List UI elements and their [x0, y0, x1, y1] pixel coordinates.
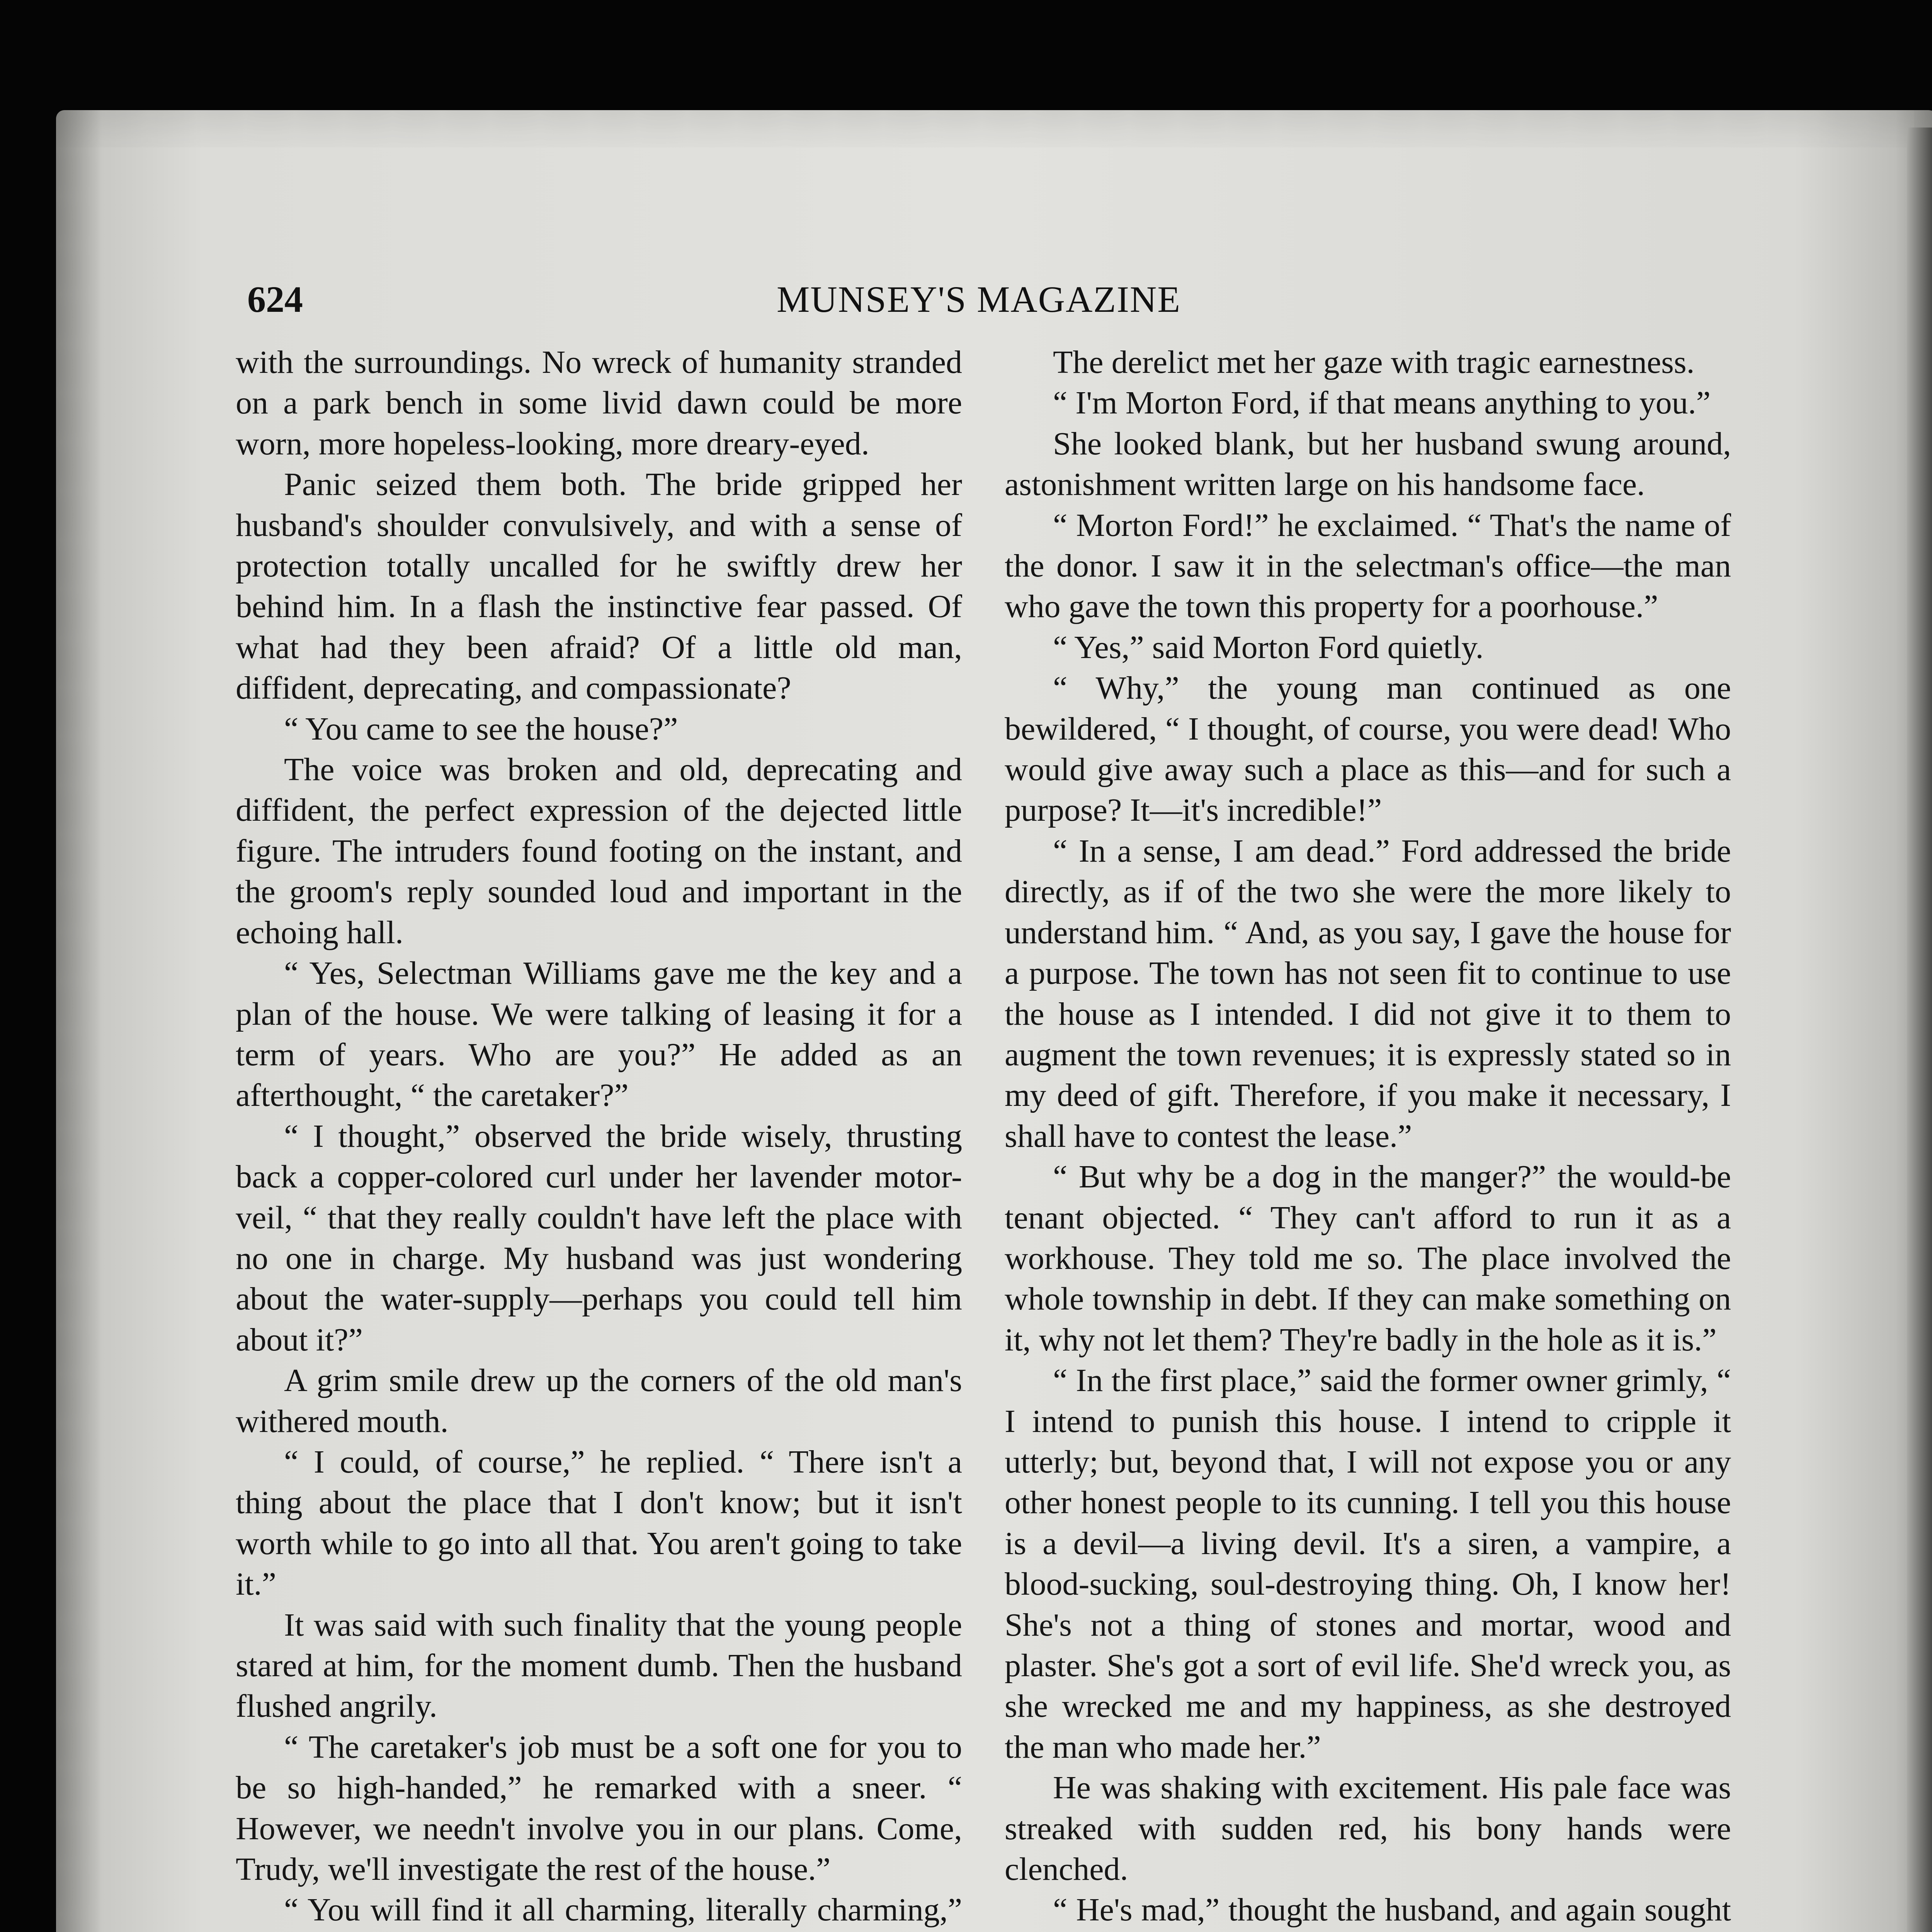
- magazine-title: MUNSEY'S MAGAZINE: [777, 279, 1181, 320]
- paragraph: She looked blank, but her husband swung around, astonishment written large on his handsome face.: [1005, 425, 1731, 503]
- paragraph: The derelict met her gaze with tragic earnestness.: [1053, 344, 1695, 380]
- paragraph: “ Why,” the young man continued as one bewildered, “ I thought, of course, you were dead! Who would give away such a place as this—and for such a purpose? It—it's incredible!”: [1005, 670, 1731, 828]
- page-gutter-shadow: [1907, 128, 1932, 1932]
- paragraph: “ But why be a dog in the manger?” the would-be tenant objected. “ They can't afford to run it as a workhouse. They told me so. The place involved the whole township in debt. If they can make something on it, why not let them? They're badly in the hole as it is.”: [1005, 1159, 1731, 1358]
- paragraph: “ Yes, Selectman Williams gave me the key and a plan of the house. We were talking of leasing it for a term of years. Who are you?” He added as an afterthought, “ the caretaker?”: [236, 955, 962, 1114]
- paragraph: Panic seized them both. The bride gripped her husband's shoulder convulsively, and with a sense of protection totally uncalled for he swiftly drew her behind him. In a flash the instinctive fear passed. Of what had they been afraid? Of a little old man, diffident, deprecating, and compassionate?: [236, 466, 962, 706]
- paragraph: “ I thought,” observed the bride wisely, thrusting back a copper-colored curl under her lavender motor-veil, “ that they really couldn't have left the place with no one in charge. My husband was just wondering about the water-supply—perhaps you could tell him about it?”: [236, 1118, 962, 1358]
- paragraph: “ In the first place,” said the former owner grimly, “ I intend to punish this house. I intend to cripple it utterly; but, beyond that, I will not expose you or any other honest people to its cunning. I tell you this house is a devil—a living devil. It's a siren, a vampire, a blood-sucking, soul-destroying thing. Oh, I know her! She's not a thing of stones and mortar, wood and plaster. She's got a sort of evil life. She'd wreck you, as she wrecked me and my happiness, as she destroyed the man who made her.”: [1005, 1362, 1731, 1765]
- paragraph: He was shaking with excitement. His pale face was streaked with sudden red, his bony hands were clenched.: [1005, 1770, 1731, 1888]
- text-column-left: [236, 342, 962, 1932]
- text-column-right: [1005, 342, 1731, 1932]
- paragraph: The voice was broken and old, deprecating and diffident, the perfect expression of the dejected little figure. The intruders found footing on the instant, and the groom's reply sounded loud and important in the echoing hall.: [236, 752, 962, 951]
- page-number: 624: [247, 279, 303, 320]
- paragraph: “ You came to see the house?”: [284, 711, 678, 747]
- paragraph: “ You will find it all charming, literally charming,”: [284, 1892, 962, 1928]
- paragraph: with the surroundings. No wreck of humanity stranded on a park bench in some livid dawn could be more worn, more hopeless-looking, more dreary-eyed.: [236, 344, 962, 462]
- paragraph: It was said with such finality that the young people stared at him, for the moment dumb. Then the husband flushed angrily.: [236, 1607, 962, 1725]
- running-head: [247, 269, 1631, 330]
- paragraph: “ I'm Morton Ford, if that means anything to you.”: [1053, 385, 1711, 421]
- paragraph: “ He's mad,” thought the husband, and again sought: [1053, 1892, 1731, 1928]
- paragraph: “ The caretaker's job must be a soft one for you to be so high-handed,” he remarked with a sneer. “ However, we needn't involve you in our plans. Come, Trudy, we'll investigate the rest of the house.”: [236, 1729, 962, 1888]
- paragraph: “ I could, of course,” he replied. “ There isn't a thing about the place that I don't know; but it isn't worth while to go into all that. You aren't going to take it.”: [236, 1444, 962, 1602]
- paragraph: “ Morton Ford!” he exclaimed. “ That's the name of the donor. I saw it in the selectman's office—the man who gave the town this property for a poorhouse.”: [1005, 507, 1731, 625]
- paragraph: A grim smile drew up the corners of the old man's withered mouth.: [236, 1362, 962, 1439]
- paragraph: “ Yes,” said Morton Ford quietly.: [1053, 629, 1484, 665]
- paragraph: “ In a sense, I am dead.” Ford addressed the bride directly, as if of the two she were the more likely to understand him. “ And, as you say, I gave the house for a purpose. The town has not seen fit to continue to use the house as I intended. I did not give it to them to augment the town revenues; it is expressly stated so in my deed of gift. Therefore, if you make it necessary, I shall have to contest the lease.”: [1005, 833, 1731, 1154]
